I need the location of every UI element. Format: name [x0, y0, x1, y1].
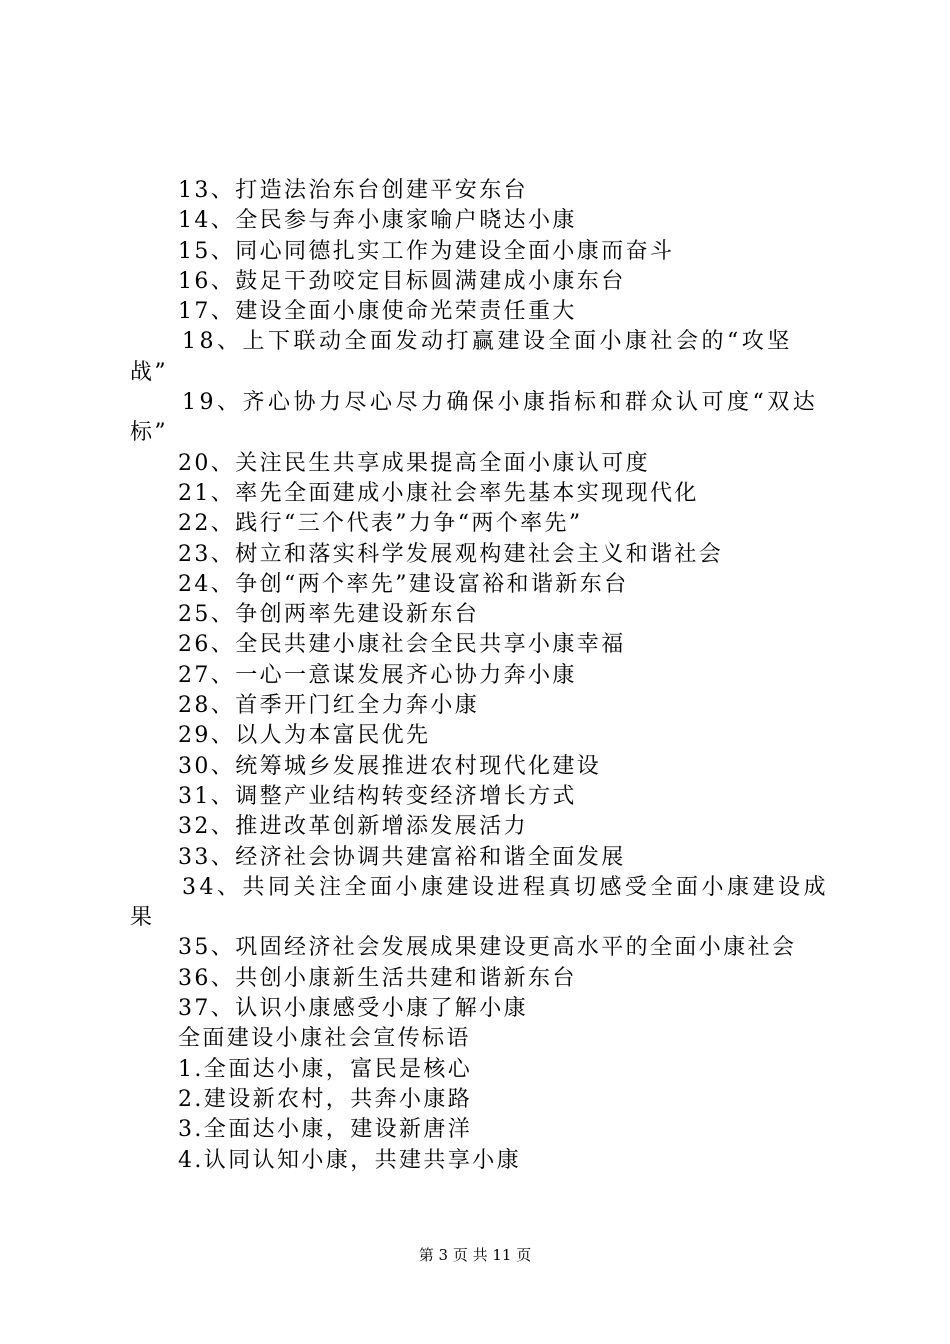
- slogan-line: 36、共创小康新生活共建和谐新东台: [178, 965, 577, 991]
- slogan-line: 13、打造法治东台创建平安东台: [178, 178, 528, 203]
- slogan-line: 29、以人为本富民优先: [178, 723, 431, 749]
- slogan-line: 35、巩固经济社会发展成果建设更高水平的全面小康社会: [178, 935, 797, 961]
- slogan-line-continuation: 果: [130, 905, 155, 931]
- slogan-line: 28、首季开门红全力奔小康: [178, 693, 480, 719]
- slogan-line-continuation: 标”: [130, 420, 169, 446]
- slogan-line: 32、推进改革创新增添发展活力: [178, 814, 528, 840]
- slogan-line: 4.认同认知小康，共建共享小康: [178, 1147, 521, 1173]
- slogan-line: 17、建设全面小康使命光荣责任重大: [178, 299, 577, 325]
- slogan-line: 20、关注民生共享成果提高全面小康认可度: [178, 450, 650, 476]
- slogan-line: 26、全民共建小康社会全民共享小康幸福: [178, 632, 626, 658]
- slogan-line: 15、同心同德扎实工作为建设全面小康而奋斗: [178, 238, 675, 264]
- slogan-line: 16、鼓足干劲咬定目标圆满建成小康东台: [178, 268, 626, 294]
- page-footer: 第 3 页 共 11 页: [418, 1246, 532, 1264]
- slogan-line: 18、上下联动全面发动打赢建设全面小康社会的“攻坚: [182, 329, 793, 355]
- slogan-line: 3.全面达小康，建设新唐洋: [178, 1117, 473, 1143]
- slogan-line: 14、全民参与奔小康家喻户晓达小康: [178, 208, 577, 234]
- slogan-list: [130, 176, 830, 1176]
- slogan-line: 1.全面达小康，富民是核心: [178, 1056, 473, 1082]
- slogan-line: 22、践行“三个代表”力争“两个率先”: [178, 511, 583, 537]
- slogan-line: 21、率先全面建成小康社会率先基本实现现代化: [178, 480, 699, 506]
- slogan-line: 34、共同关注全面小康建设进程真切感受全面小康建设成: [182, 874, 829, 900]
- slogan-line: 2.建设新农村，共奔小康路: [178, 1086, 473, 1112]
- slogan-line: 33、经济社会协调共建富裕和谐全面发展: [178, 844, 626, 870]
- slogan-line: 30、统筹城乡发展推进农村现代化建设: [178, 753, 602, 779]
- slogan-line: 19、齐心协力尽心尽力确保小康指标和群众认可度“双达: [182, 390, 819, 416]
- slogan-line: 全面建设小康社会宣传标语: [178, 1026, 471, 1052]
- slogan-line: 24、争创“两个率先”建设富裕和谐新东台: [178, 571, 629, 597]
- slogan-line: 31、调整产业结构转变经济增长方式: [178, 783, 577, 809]
- slogan-line: 27、一心一意谋发展齐心协力奔小康: [178, 662, 577, 688]
- slogan-line-continuation: 战”: [130, 359, 169, 385]
- slogan-line: 23、树立和落实科学发展观构建社会主义和谐社会: [178, 541, 724, 567]
- slogan-line: 37、认识小康感受小康了解小康: [178, 996, 528, 1022]
- slogan-line: 25、争创两率先建设新东台: [178, 602, 480, 628]
